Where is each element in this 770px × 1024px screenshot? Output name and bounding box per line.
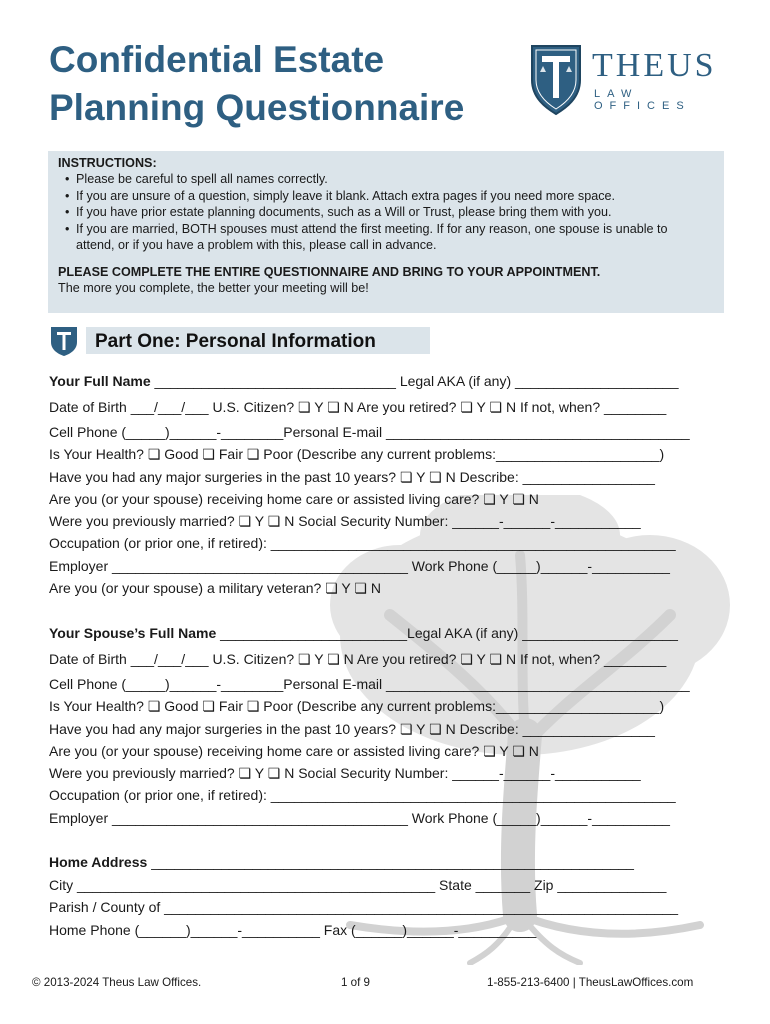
spouse-dob-row[interactable]: Date of Birth ___/___/___ U.S. Citizen? ❏ Y ❏ N Are you retired? ❏ Y ❏ N If not, when? ________	[49, 651, 667, 667]
logo-subtitle: LAW OFFICES	[594, 88, 691, 112]
instruction-item: • Please be careful to spell all names correctly.	[65, 171, 714, 188]
parish-county-row[interactable]: Parish / County of __________________________________________________________________	[49, 899, 679, 915]
health-row[interactable]: Is Your Health? ❏ Good ❏ Fair ❏ Poor (Describe any current problems:_____________________)	[49, 446, 665, 462]
instructions-note: The more you complete, the better your meeting will be!	[58, 280, 369, 295]
spouse-health-row[interactable]: Is Your Health? ❏ Good ❏ Fair ❏ Poor (Describe any current problems:_____________________)	[49, 698, 665, 714]
veteran-row[interactable]: Are you (or your spouse) a military veteran? ❏ Y ❏ N	[49, 580, 381, 596]
occupation-row[interactable]: Occupation (or prior one, if retired): ____________________________________________________	[49, 535, 676, 551]
home-care-row[interactable]: Are you (or your spouse) receiving home care or assisted living care? ❏ Y ❏ N	[49, 491, 539, 507]
footer-copyright: © 2013-2024 Theus Law Offices.	[32, 976, 202, 989]
city-state-zip-row[interactable]: City ______________________________________________ State _______ Zip ______________	[49, 877, 667, 893]
instruction-item: • If you are unsure of a question, simply leave it blank. Attach extra pages if you need more space.	[65, 188, 714, 205]
surgeries-row[interactable]: Have you had any major surgeries in the past 10 years? ❏ Y ❏ N Describe: _________________	[49, 469, 655, 485]
instruction-item: • If you are married, BOTH spouses must attend the first meeting. If for any reason, one spouse is unable to attend, or if you have a problem with this, please call in advance.	[65, 221, 714, 254]
instructions-bold-note: PLEASE COMPLETE THE ENTIRE QUESTIONNAIRE AND BRING TO YOUR APPOINTMENT.	[58, 264, 601, 279]
page-title	[49, 36, 464, 132]
spouse-married-ssn-row[interactable]: Were you previously married? ❏ Y ❏ N Social Security Number: ______-______-___________	[49, 765, 641, 781]
home-phone-fax-row[interactable]: Home Phone (______)______-__________ Fax (______)______-__________	[49, 922, 537, 938]
spouse-home-care-row[interactable]: Are you (or your spouse) receiving home care or assisted living care? ❏ Y ❏ N	[49, 743, 539, 759]
your-full-name-row[interactable]	[49, 372, 679, 390]
employer-row[interactable]: Employer ______________________________________ Work Phone (_____)______-__________	[49, 558, 670, 574]
married-ssn-row[interactable]: Were you previously married? ❏ Y ❏ N Social Security Number: ______-______-___________	[49, 513, 641, 529]
home-address-row[interactable]	[49, 853, 634, 871]
instruction-item: • If you have prior estate planning documents, such as a Will or Trust, please bring them with you.	[65, 204, 714, 221]
legal-aka-field: Legal AKA (if any) ____________________	[407, 625, 678, 641]
instructions-list	[58, 171, 714, 254]
spouse-occupation-row[interactable]: Occupation (or prior one, if retired): ____________________________________________________	[49, 787, 676, 803]
instructions-heading: INSTRUCTIONS:	[58, 156, 157, 170]
footer-page-number: 1 of 9	[341, 976, 371, 989]
legal-aka-field: Legal AKA (if any) _____________________	[399, 373, 679, 389]
theus-logo	[528, 42, 728, 118]
title-line-1: Confidential Estate	[49, 39, 385, 80]
spouse-full-name-row[interactable]	[49, 624, 678, 642]
field-label: Home Address	[49, 854, 148, 870]
title-line-2: Planning Questionnaire	[49, 87, 465, 128]
shield-icon	[528, 42, 584, 116]
footer-contact: 1-855-213-6400 | TheusLawOffices.com	[487, 976, 694, 989]
name-blank: ________________________	[216, 625, 408, 641]
spouse-phone-email-row[interactable]: Cell Phone (_____)______-________Personal E-mail _______________________________________	[49, 676, 690, 692]
logo-name: THEUS	[592, 47, 717, 84]
field-label: Your Spouse’s Full Name	[49, 625, 217, 641]
shield-icon	[49, 325, 79, 357]
dob-row[interactable]: Date of Birth ___/___/___ U.S. Citizen? ❏ Y ❏ N Are you retired? ❏ Y ❏ N If not, when? ________	[49, 399, 667, 415]
spouse-employer-row[interactable]: Employer ______________________________________ Work Phone (_____)______-__________	[49, 810, 670, 826]
instructions-panel	[48, 151, 724, 313]
section-heading: Part One: Personal Information	[86, 327, 430, 354]
phone-email-row[interactable]: Cell Phone (_____)______-________Personal E-mail _______________________________________	[49, 424, 690, 440]
field-label: Your Full Name	[49, 373, 151, 389]
address-blank: ______________________________________________________________	[151, 854, 634, 870]
name-blank: _______________________________	[150, 373, 400, 389]
spouse-surgeries-row[interactable]: Have you had any major surgeries in the past 10 years? ❏ Y ❏ N Describe: _________________	[49, 721, 655, 737]
